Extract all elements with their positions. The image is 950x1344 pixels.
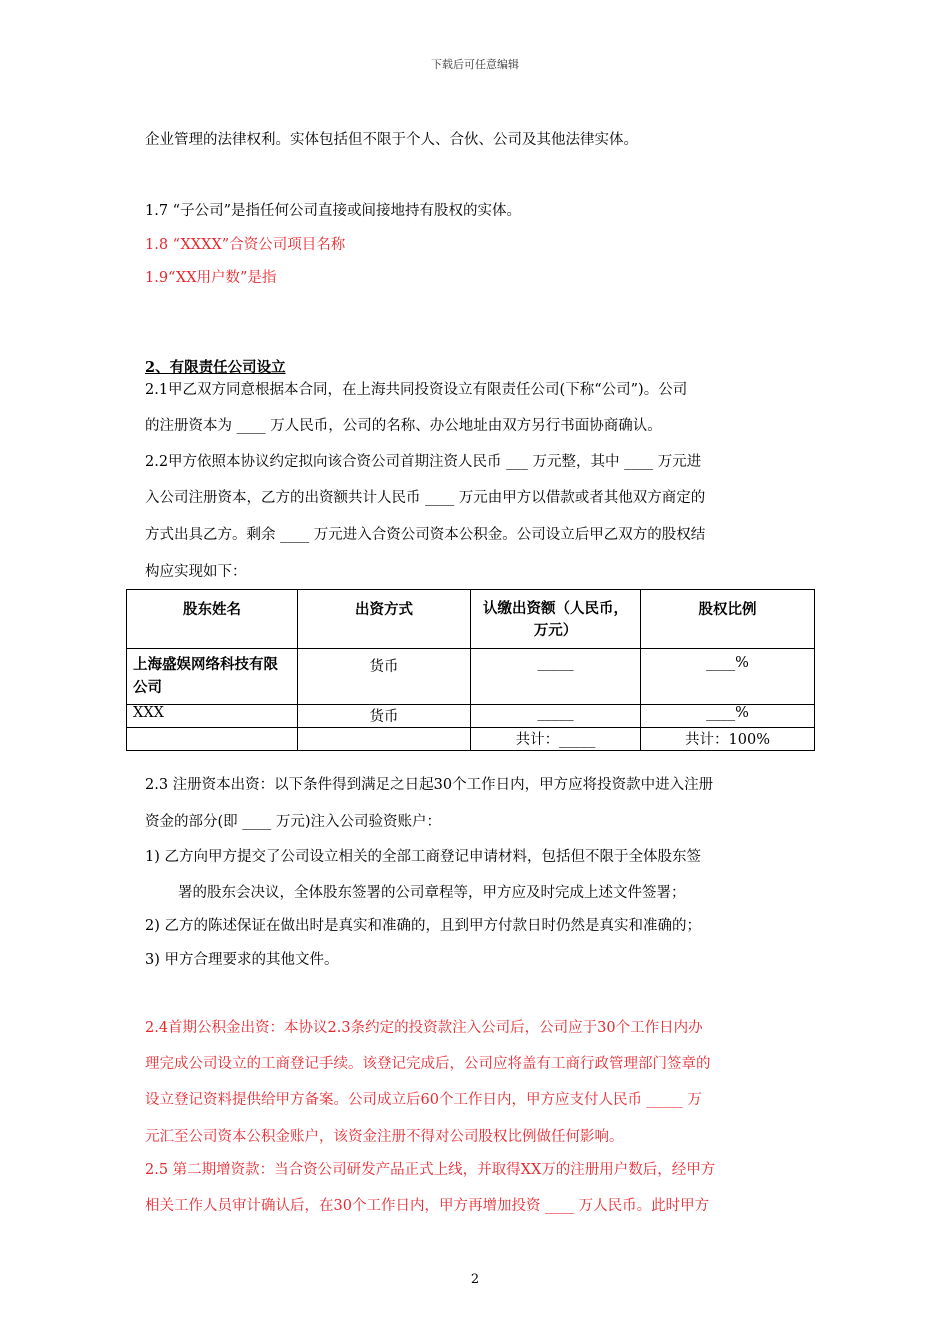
table-cell: ____%	[641, 649, 815, 705]
clause-2-2-line1: 2.2甲方依照本协议约定拟向该合资公司首期注资人民币 ___ 万元整，其中 ____ 万元进	[145, 454, 702, 470]
paragraph-line: 企业管理的法律权利。实体包括但不限于个人、合伙、公司及其他法律实体。	[145, 132, 638, 148]
clause-2-3-line1: 2.3 注册资本出资：以下条件得到满足之日起30个工作日内，甲方应将投资款中进入注册	[145, 777, 714, 793]
shareholding-table	[126, 589, 815, 751]
clause-2-2-line2: 入公司注册资本，乙方的出资额共计人民币 ____ 万元由甲方以借款或者其他双方商定的	[145, 490, 706, 506]
table-total-cell: 共计：_____	[471, 728, 641, 751]
clause-2-1-line2: 的注册资本为 ____ 万人民币，公司的名称、办公地址由双方另行书面协商确认。	[145, 418, 662, 434]
clause-2-5-line1: 2.5 第二期增资款：当合资公司研发产品正式上线，并取得XX万的注册用户数后，经甲方	[145, 1162, 716, 1178]
table-cell: 货币	[298, 705, 471, 728]
clause-2-4-line2: 理完成公司设立的工商登记手续。该登记完成后，公司应将盖有工商行政管理部门签章的	[145, 1056, 711, 1072]
list-item-2: 2) 乙方的陈述保证在做出时是真实和准确的，且到甲方付款日时仍然是真实和准确的；	[145, 918, 701, 934]
clause-2-2-line4: 构应实现如下：	[145, 564, 247, 580]
table-header-cell: 认缴出资额（人民币，万元）	[471, 590, 641, 649]
table-cell: _____	[471, 705, 641, 728]
clause-2-4-line3: 设立登记资料提供给甲方备案。公司成立后60个工作日内，甲方应支付人民币 _____ 万	[145, 1092, 702, 1108]
clause-2-2-line3: 方式出具乙方。剩余 ____ 万元进入合资公司资本公积金。公司设立后甲乙双方的股权结	[145, 527, 706, 543]
table-cell: ____%	[641, 705, 815, 728]
table-cell	[127, 728, 298, 751]
page-number: 2	[470, 1272, 480, 1287]
clause-1-7: 1.7 “子公司”是指任何公司直接或间接地持有股权的实体。	[145, 203, 521, 219]
table-header-cell: 出资方式	[298, 590, 471, 649]
table-total-cell: 共计：100%	[641, 728, 815, 751]
table-row	[127, 649, 815, 705]
table-cell: 货币	[298, 649, 471, 705]
list-item-3: 3) 甲方合理要求的其他文件。	[145, 952, 339, 968]
table-header-cell: 股权比例	[641, 590, 815, 649]
clause-1-9: 1.9“XX用户数”是指	[145, 270, 277, 286]
table-cell: XXX	[127, 705, 298, 728]
table-row	[127, 705, 815, 728]
list-item-1-line2: 署的股东会决议，全体股东签署的公司章程等，甲方应及时完成上述文件签署；	[178, 885, 686, 901]
clause-2-4-line4: 元汇至公司资本公积金账户，该资金注册不得对公司股权比例做任何影响。	[145, 1129, 624, 1145]
table-header-cell: 股东姓名	[127, 590, 298, 649]
page-header: 下载后可任意编辑	[431, 58, 519, 71]
table-cell: 上海盛娱网络科技有限公司	[127, 649, 298, 705]
table-cell	[298, 728, 471, 751]
table-header-row	[127, 590, 815, 649]
clause-1-8: 1.8 “XXXX”合资公司项目名称	[145, 237, 346, 253]
table-total-row	[127, 728, 815, 751]
clause-2-5-line2: 相关工作人员审计确认后，在30个工作日内，甲方再增加投资 ____ 万人民币。此时甲方	[145, 1198, 710, 1214]
clause-2-1-line1: 2.1甲乙双方同意根据本合同，在上海共同投资设立有限责任公司(下称“公司”)。公司	[145, 382, 688, 398]
table-cell: _____	[471, 649, 641, 705]
list-item-1-line1: 1) 乙方向甲方提交了公司设立相关的全部工商登记申请材料，包括但不限于全体股东签	[145, 849, 701, 865]
clause-2-3-line2: 资金的部分(即 ____ 万元)注入公司验资账户：	[145, 814, 442, 830]
section-2-heading: 2、有限责任公司设立	[145, 359, 286, 376]
clause-2-4-line1: 2.4首期公积金出资：本协议2.3条约定的投资款注入公司后，公司应于30个工作日内办	[145, 1020, 703, 1036]
